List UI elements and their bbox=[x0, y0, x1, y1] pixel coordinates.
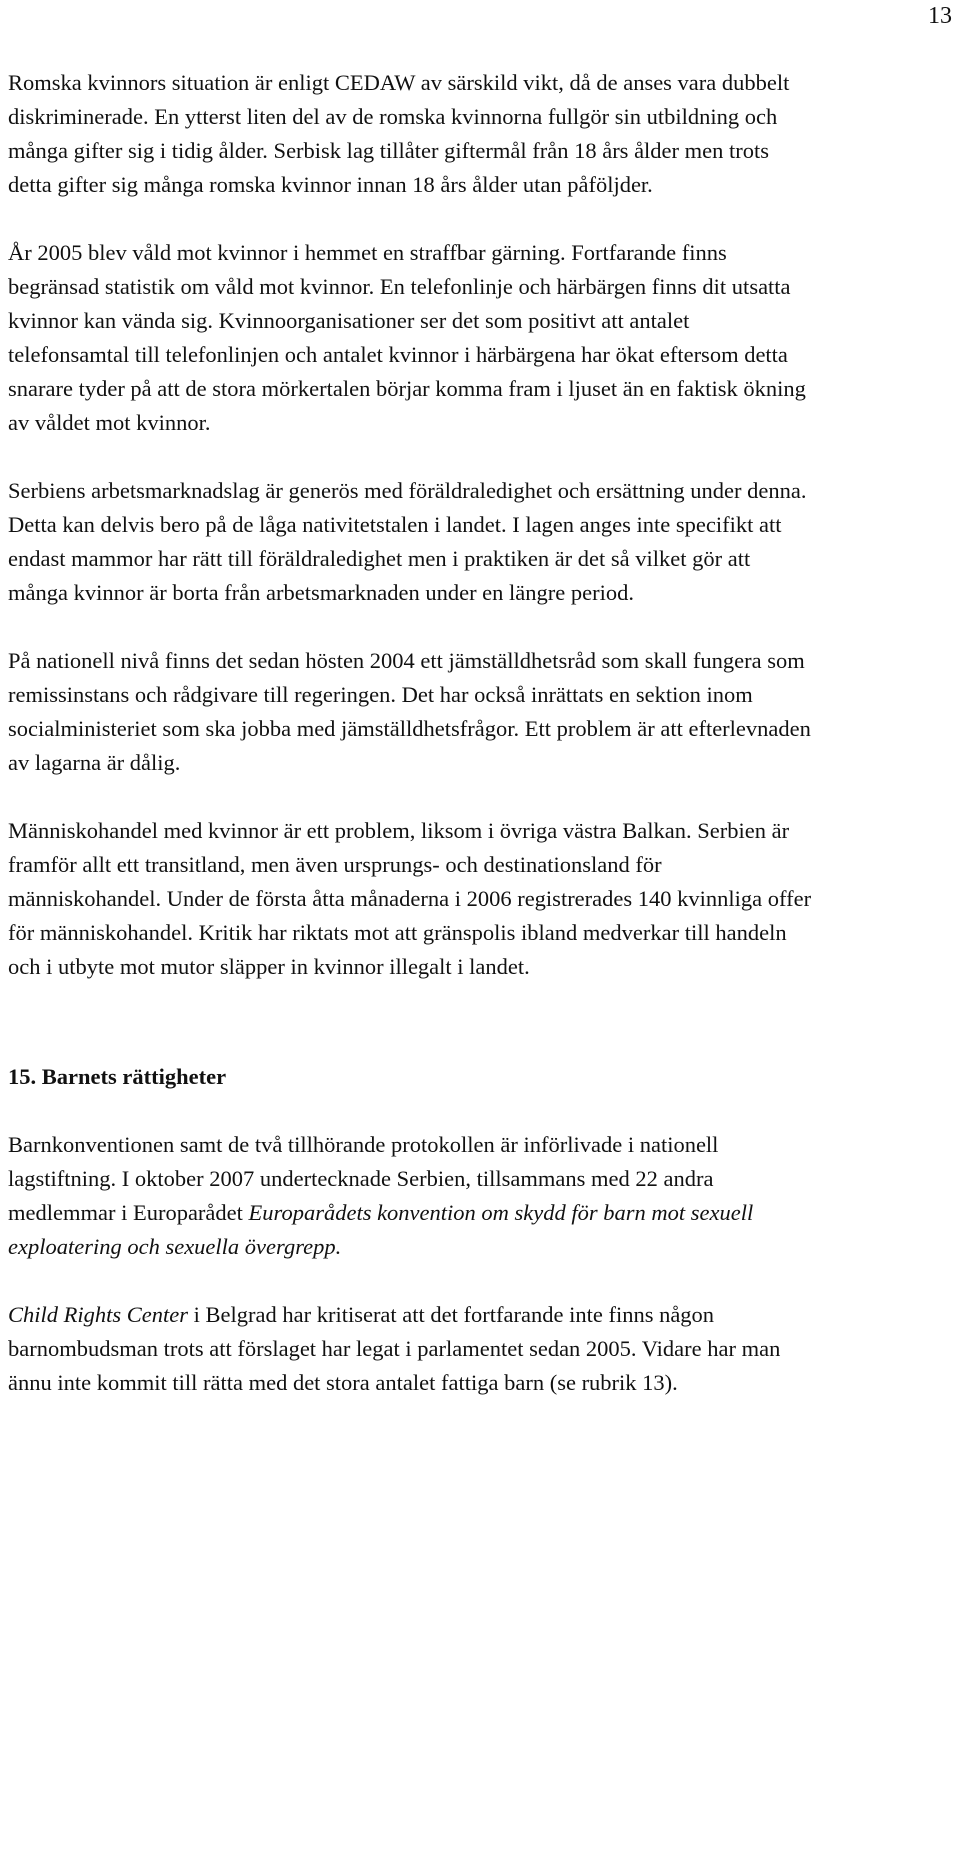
paragraph-roma-women: Romska kvinnors situation är enligt CEDAW av särskild vikt, då de anses vara dubbelt diskriminerade. En ytterst liten del av de romska kvinnorna fullgör sin utbildning och många gifter sig i tidig ålder. Serbisk lag tillåter giftermål från 18 års ålder men trots detta gifter sig många romska kvinnor innan 18 års ålder utan påföljder. bbox=[8, 70, 790, 197]
page-number: 13 bbox=[928, 3, 952, 29]
paragraph-child-rights-center bbox=[8, 1298, 814, 1400]
document-body bbox=[8, 66, 814, 1400]
paragraph-human-trafficking: Människohandel med kvinnor är ett problem, liksom i övriga västra Balkan. Serbien är framför allt ett transitland, men även ursprungs- och destinationsland för människohandel. Under de första åtta månaderna i 2006 registrerades 140 kvinnliga offer för människohandel. Kritik har riktats mot att gränspolis ibland medverkar till handeln och i utbyte mot mutor släpper in kvinnor illegalt i landet. bbox=[8, 818, 812, 979]
organization-name: Child Rights Center bbox=[8, 1302, 188, 1327]
paragraph-child-rights-center-text: i Belgrad har kritiserat att det fortfarande inte finns någon barnombudsman trots att förslaget har legat i parlamentet sedan 2005. Vidare har man ännu inte kommit till rätta med det stora antalet fattiga barn (se rubrik 13). bbox=[8, 1302, 781, 1395]
convention-title: Europarådets konvention om skydd för barn mot sexuell exploatering och sexuella övergrepp. bbox=[8, 1200, 754, 1259]
paragraph-gender-council: På nationell nivå finns det sedan hösten 2004 ett jämställdhetsråd som skall fungera som remissinstans och rådgivare till regeringen. Det har också inrättats en sektion inom socialministeriet som ska jobba med jämställdhetsfrågor. Ett problem är att efterlevnaden av lagarna är dålig. bbox=[8, 648, 811, 775]
section-heading: 15. Barnets rättigheter bbox=[8, 1064, 227, 1089]
paragraph-child-convention-text: Barnkonventionen samt de två tillhörande protokollen är införlivade i nationell lagstiftning. I oktober 2007 undertecknade Serbien, tillsammans med 22 andra medlemmar i Europarådet bbox=[8, 1132, 719, 1225]
paragraph-labor-law: Serbiens arbetsmarknadslag är generös med föräldraledighet och ersättning under denna. Detta kan delvis bero på de låga nativitetstalen i landet. I lagen anges inte specifikt att endast mammor har rätt till föräldraledighet men i praktiken är det så vilket gör att många kvinnor är borta från arbetsmarknaden under en längre period. bbox=[8, 478, 807, 605]
paragraph-domestic-violence: År 2005 blev våld mot kvinnor i hemmet en straffbar gärning. Fortfarande finns begränsad statistik om våld mot kvinnor. En telefonlinje och härbärgen finns dit utsatta kvinnor kan vända sig. Kvinnoorganisationer ser det som positivt att antalet telefonsamtal till telefonlinjen och antalet kvinnor i härbärgena har ökat eftersom detta snarare tyder på att de stora mörkertalen börjar komma fram i ljuset än en faktisk ökning av våldet mot kvinnor. bbox=[8, 240, 806, 435]
paragraph-child-convention bbox=[8, 1128, 814, 1264]
